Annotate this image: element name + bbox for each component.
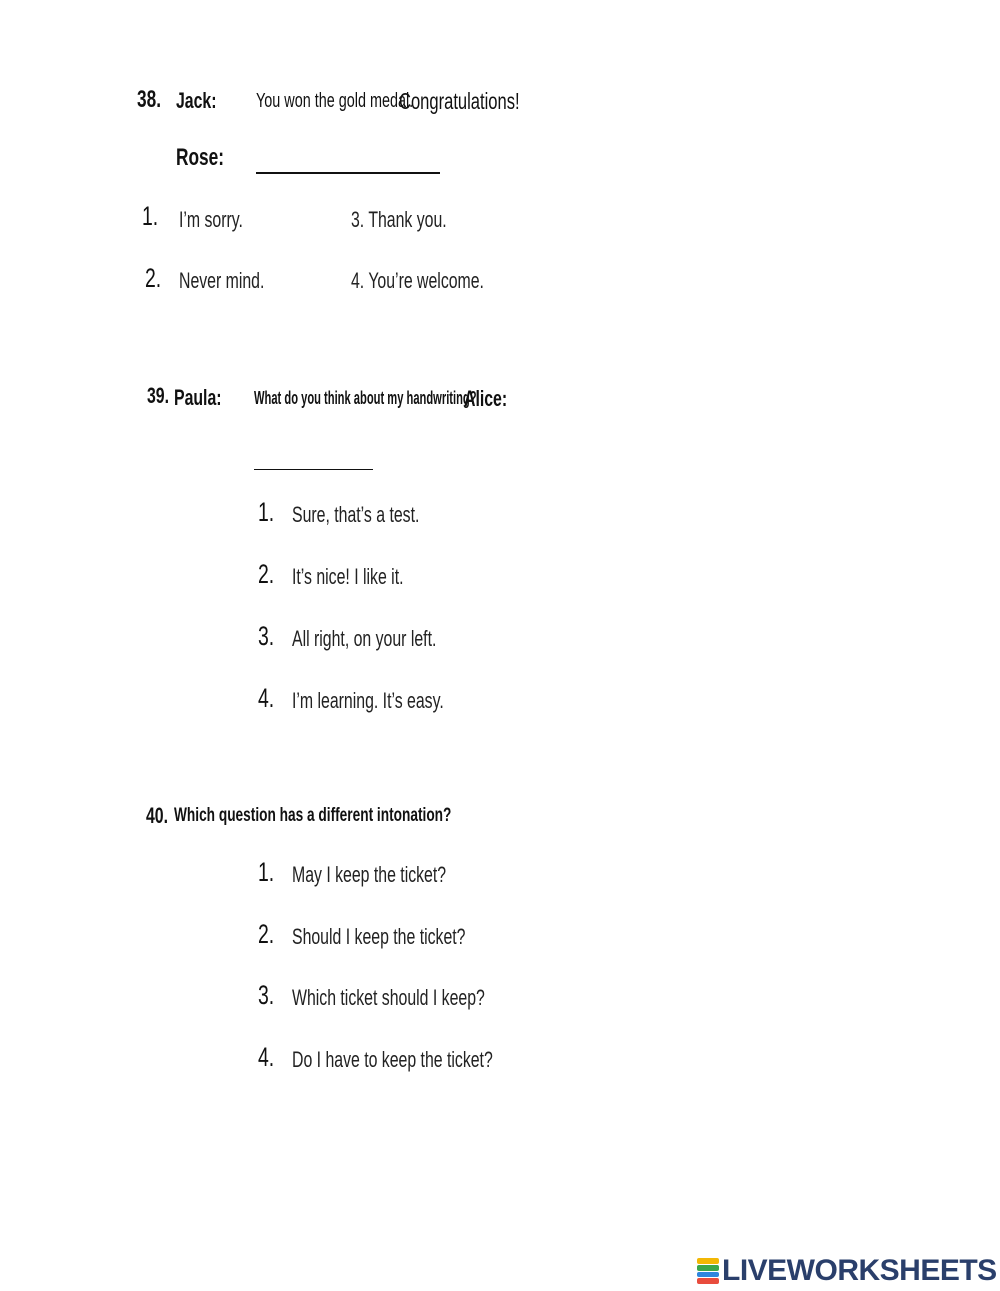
logo-block-i <box>697 1265 719 1271</box>
question-40-option-1-number: 1. <box>258 857 275 887</box>
question-40-option-3-number: 3. <box>258 980 275 1010</box>
logo-block-e <box>697 1278 719 1284</box>
question-38-speaker-jack: Jack: <box>176 88 217 113</box>
question-38-number: 38. <box>137 86 162 113</box>
question-39-answer-blank[interactable] <box>254 469 373 470</box>
question-40-option-4-text[interactable]: Do I have to keep the ticket? <box>292 1047 493 1072</box>
question-40-prompt: Which question has a different intonation? <box>174 805 452 826</box>
question-39-option-4-text[interactable]: I’m learning. It’s easy. <box>292 688 444 713</box>
liveworksheets-logo-icon <box>697 1258 719 1284</box>
question-39-option-3-number: 3. <box>258 621 275 651</box>
question-40-option-2-number: 2. <box>258 919 275 949</box>
question-40-option-1-text[interactable]: May I keep the ticket? <box>292 862 447 887</box>
question-39-speaker-alice: Alice: <box>464 386 508 411</box>
question-38-answer-blank[interactable] <box>256 172 440 174</box>
question-39-option-2-number: 2. <box>258 559 275 589</box>
question-39-option-1-number: 1. <box>258 497 275 527</box>
question-38-line-part1: You won the gold medal. <box>256 90 414 112</box>
logo-block-v <box>697 1272 719 1278</box>
question-40-option-4-number: 4. <box>258 1042 275 1072</box>
question-39-number: 39. <box>147 383 170 408</box>
question-39-option-1-text[interactable]: Sure, that’s a test. <box>292 502 420 527</box>
question-39-option-4-number: 4. <box>258 683 275 713</box>
liveworksheets-logo-text: LIVEWORKSHEETS <box>722 1254 997 1287</box>
question-38-option-4-text[interactable]: 4. You’re welcome. <box>351 268 484 293</box>
question-40-option-3-text[interactable]: Which ticket should I keep? <box>292 985 485 1010</box>
question-38-option-1-text[interactable]: I’m sorry. <box>179 207 243 232</box>
question-38-option-1-number: 1. <box>142 201 159 231</box>
question-38-option-3-text[interactable]: 3. Thank you. <box>351 207 447 232</box>
question-39-line: What do you think about my handwriting? <box>254 388 477 408</box>
question-39-speaker-paula: Paula: <box>174 385 222 410</box>
question-39-option-2-text[interactable]: It’s nice! I like it. <box>292 564 404 589</box>
question-38-speaker-rose: Rose: <box>176 144 225 171</box>
question-39-option-3-text[interactable]: All right, on your left. <box>292 626 437 651</box>
question-38-line-part2: Congratulations! <box>399 88 520 114</box>
question-38-option-2-number: 2. <box>145 263 162 293</box>
question-40-option-2-text[interactable]: Should I keep the ticket? <box>292 924 466 949</box>
question-38-option-2-text[interactable]: Never mind. <box>179 268 265 293</box>
liveworksheets-logo <box>697 1254 997 1288</box>
question-40-number: 40. <box>146 803 169 828</box>
logo-block-l <box>697 1258 719 1264</box>
